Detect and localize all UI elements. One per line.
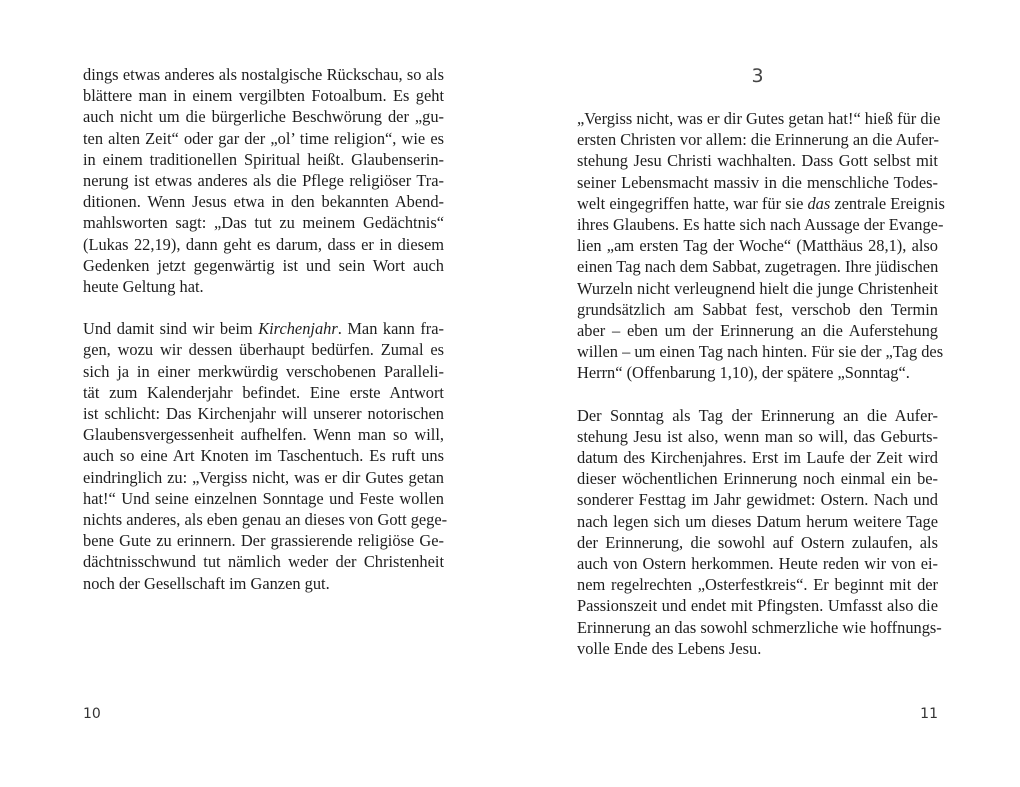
text-line — [83, 191, 444, 212]
text-line — [83, 551, 444, 572]
text-segment: nem regelrechten „Osterfestkreis“. Er beginnt mit der — [577, 575, 938, 595]
text-segment: zentrale Ereignis — [830, 193, 945, 213]
text-segment: ihres Glaubens. Es hatte sich nach Aussage der Evange- — [577, 214, 944, 234]
text-line — [83, 128, 444, 149]
text-segment: Wurzeln nicht verleugnend hielt die junge Christenheit — [577, 278, 938, 298]
text-line — [577, 256, 938, 277]
text-line — [577, 617, 942, 638]
text-segment: nichts anderes, als eben genau an dieses von Gott gege- — [83, 509, 448, 529]
text-segment: Erinnerung an das sowohl schmerzliche wie hoffnungs- — [577, 617, 942, 637]
left-page-text — [83, 64, 448, 594]
text-line — [83, 382, 444, 403]
text-line — [83, 212, 444, 233]
text-line — [577, 595, 938, 616]
text-segment: nerung ist etwas anderes als die Pflege religiöser Tra- — [83, 170, 444, 190]
text-segment: blättere man in einem vergilbten Fotoalbum. Es geht — [83, 86, 444, 106]
text-segment: welt eingegriffen hatte, war für sie — [577, 193, 808, 213]
text-line — [577, 426, 938, 447]
text-line — [83, 170, 444, 191]
text-segment: auch so eine Art Knoten im Taschentuch. Es ruft uns — [83, 446, 444, 466]
text-segment: volle Ende des Lebens Jesu. — [577, 638, 762, 658]
text-segment: dieser wöchentlichen Erinnerung noch einmal ein be- — [577, 469, 938, 489]
text-segment: heute Geltung hat. — [83, 276, 204, 296]
right-page-text — [577, 108, 945, 659]
text-line — [83, 530, 444, 551]
text-line — [577, 172, 938, 193]
text-line — [577, 405, 938, 426]
text-line — [83, 424, 444, 445]
text-segment: bene Gute zu erinnern. Der grassierende religiöse Ge- — [83, 531, 444, 551]
text-segment: stehung Jesu Christi wachhalten. Dass Gott selbst mit — [577, 151, 938, 171]
text-line — [83, 573, 444, 594]
right-page — [510, 0, 1020, 787]
paragraph — [83, 64, 444, 297]
text-segment: eindringlich zu: „Vergiss nicht, was er dir Gutes getan — [83, 467, 444, 487]
chapter-number: 3 — [751, 65, 764, 87]
text-line — [577, 511, 938, 532]
text-line — [83, 106, 444, 127]
text-segment: datum des Kirchenjahres. Erst im Laufe der Zeit wird — [577, 448, 938, 467]
page-number-left: 10 — [83, 706, 101, 722]
text-line — [83, 149, 444, 170]
paragraph — [83, 318, 448, 593]
text-segment: . Man kann fra- — [337, 319, 444, 339]
text-line — [577, 150, 938, 171]
text-segment: stehung Jesu ist also, wenn man so will, das Geburts- — [577, 426, 938, 446]
text-line — [577, 341, 944, 362]
text-segment: Gedenken jetzt gegenwärtig ist und sein Wort auch — [83, 255, 444, 275]
text-segment: Passionszeit und endet mit Pfingsten. Umfasst also die — [577, 596, 938, 616]
text-line — [577, 447, 938, 468]
text-line — [83, 276, 444, 297]
text-line — [577, 489, 938, 510]
italic-text: Kirchenjahr — [258, 319, 338, 339]
text-segment: ten alten Zeit“ oder gar der „ol’ time religion“, wie es — [83, 128, 444, 148]
text-line — [577, 214, 944, 235]
text-segment: auch nicht um die bürgerliche Beschwörung der „gu- — [83, 107, 444, 127]
text-segment: nach legen sich um dieses Datum herum weitere Tage — [577, 511, 938, 531]
text-line — [83, 403, 444, 424]
text-line — [577, 574, 938, 595]
text-segment: Glaubensvergessenheit aufhelfen. Wenn man so will, — [83, 425, 444, 445]
text-segment: willen – um einen Tag nach hinten. Für sie der „Tag des — [577, 342, 944, 362]
text-segment: Und damit sind wir beim — [83, 319, 259, 339]
text-line — [83, 488, 444, 509]
text-line — [577, 235, 938, 256]
text-line — [577, 638, 938, 659]
text-segment: Der Sonntag als Tag der Erinnerung an die Aufer- — [577, 405, 938, 425]
text-segment: noch der Gesellschaft im Ganzen gut. — [83, 573, 330, 593]
text-segment: hat!“ Und seine einzelnen Sonntage und Feste wollen — [83, 488, 444, 508]
italic-text: das — [807, 193, 831, 213]
text-segment: tät zum Kalenderjahr befindet. Eine erste Antwort — [83, 382, 444, 402]
text-segment: gen, wozu wir dessen überhaupt bedürfen. Zumal es — [83, 340, 444, 360]
text-segment: ditionen. Wenn Jesus etwa in den bekannten Abend- — [83, 192, 444, 212]
text-segment: mahlsworten sagt: „Das tut zu meinem Gedächtnis“ — [83, 213, 444, 233]
text-line — [577, 278, 938, 299]
text-segment: dings etwas anderes als nostalgische Rückschau, so als — [83, 65, 444, 84]
text-line — [577, 553, 938, 574]
text-line — [83, 234, 444, 255]
text-segment: (Lukas 22,19), dann geht es darum, dass er in diesem — [83, 234, 444, 254]
text-line — [83, 255, 444, 276]
text-line — [577, 468, 938, 489]
text-line — [577, 362, 938, 383]
paragraph-gap — [577, 383, 938, 404]
text-line — [83, 361, 444, 382]
text-segment: auch von Ostern herkommen. Heute reden wir von ei- — [577, 553, 938, 573]
text-segment: lien „am ersten Tag der Woche“ (Matthäus 28,1), also — [577, 236, 938, 256]
text-line — [83, 467, 444, 488]
text-segment: ist schlicht: Das Kirchenjahr will unserer notorischen — [83, 404, 444, 423]
text-segment: Herrn“ (Offenbarung 1,10), der spätere „Sonntag“. — [577, 363, 910, 383]
text-segment: ersten Christen vor allem: die Erinnerung an die Aufer- — [577, 130, 939, 150]
text-line — [83, 509, 448, 530]
text-segment: dächtnisschwund tut nämlich weder der Christenheit — [83, 552, 444, 572]
text-line — [577, 108, 941, 129]
text-segment: grundsätzlich am Sabbat fest, verschob den Termin — [577, 299, 938, 319]
text-line — [83, 85, 444, 106]
paragraph — [577, 405, 942, 659]
text-line — [577, 320, 938, 341]
text-line — [577, 129, 938, 150]
text-line — [83, 339, 444, 360]
text-segment: seiner Lebensmacht massiv in die menschliche Todes- — [577, 172, 938, 192]
text-segment: der Erinnerung, die sowohl auf Ostern zulaufen, als — [577, 532, 938, 552]
text-segment: sich ja in einer merkwürdig verschobenen Paralleli- — [83, 361, 444, 381]
paragraph — [577, 108, 945, 383]
paragraph-gap — [83, 297, 444, 318]
text-line — [83, 318, 444, 339]
text-line — [83, 445, 444, 466]
text-segment: sonderer Festtag im Jahr gewidmet: Ostern. Nach und — [577, 490, 938, 510]
text-segment: aber – eben um der Erinnerung an die Auferstehung — [577, 320, 938, 340]
text-line — [577, 193, 945, 214]
text-line — [577, 532, 938, 553]
text-segment: einen Tag nach dem Sabbat, zugetragen. Ihre jüdischen — [577, 257, 939, 277]
text-line — [83, 64, 444, 85]
text-line — [577, 299, 938, 320]
text-segment: „Vergiss nicht, was er dir Gutes getan hat!“ hieß für die — [577, 109, 941, 128]
text-segment: in einem traditionellen Spiritual heißt. Glaubenserin- — [83, 149, 444, 169]
page-number-right: 11 — [920, 706, 938, 722]
